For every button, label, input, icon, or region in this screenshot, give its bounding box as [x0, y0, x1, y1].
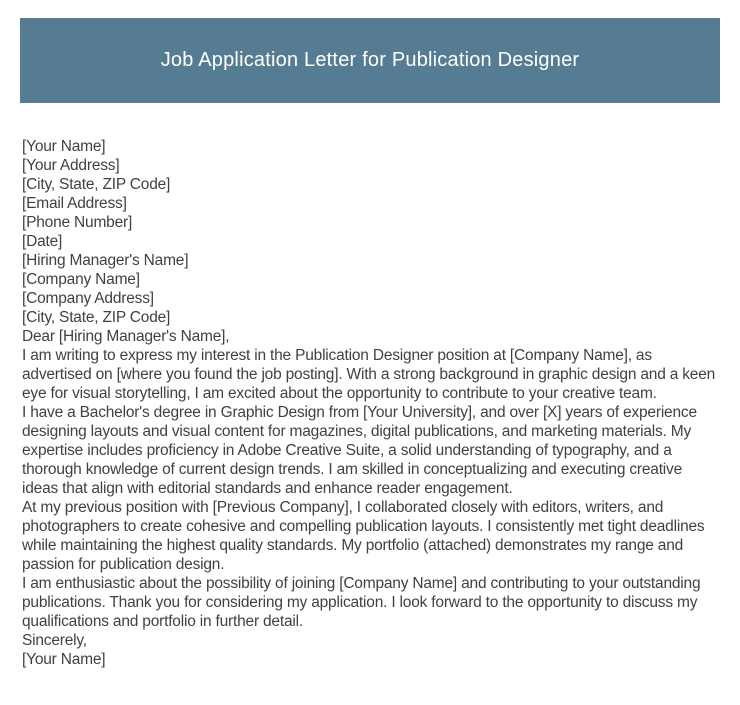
- line-company-address: [Company Address]: [22, 290, 154, 307]
- letter-title-banner: [20, 18, 720, 103]
- signature: [Your Name]: [22, 651, 106, 668]
- line-phone-number: [Phone Number]: [22, 214, 133, 231]
- line-your-address: [Your Address]: [22, 157, 120, 174]
- line-company-city-state-zip: [City, State, ZIP Code]: [22, 309, 171, 326]
- line-hiring-manager-name: [Hiring Manager's Name]: [22, 252, 189, 269]
- paragraph-experience: At my previous position with [Previous Company], I collaborated closely with editors, writers, and photographers to create cohesive and compelling publication layouts. I consistently met tight deadlines while maintaining the highest quality standards. My portfolio (attached) demonstrates my range and passion for publication design.: [22, 499, 705, 573]
- line-company-name: [Company Name]: [22, 271, 140, 288]
- closing: Sincerely,: [22, 632, 87, 649]
- line-date: [Date]: [22, 233, 63, 250]
- line-city-state-zip: [City, State, ZIP Code]: [22, 176, 171, 193]
- page-title: Job Application Letter for Publication Designer: [160, 49, 580, 71]
- paragraph-qualifications: I have a Bachelor's degree in Graphic Design from [Your University], and over [X] years of experience designing layouts and visual content for magazines, digital publications, and marketing materials. My expertise includes proficiency in Adobe Creative Suite, a solid understanding of typography, and a thorough knowledge of current design trends. I am skilled in conceptualizing and executing creative ideas that align with editorial standards and enhance reader engagement.: [22, 404, 697, 497]
- letter-body: [22, 137, 720, 669]
- paragraph-enthusiasm: I am enthusiastic about the possibility of joining [Company Name] and contributing to your outstanding publications. Thank you for considering my application. I look forward to the opportunity to discuss my qualifications and portfolio in further detail.: [22, 575, 701, 630]
- line-your-name: [Your Name]: [22, 138, 106, 155]
- line-email-address: [Email Address]: [22, 195, 127, 212]
- paragraph-introduction: I am writing to express my interest in the Publication Designer position at [Company Name], as advertised on [where you found the job posting]. With a strong background in graphic design and a keen eye for visual storytelling, I am excited about the opportunity to contribute to your creative team.: [22, 347, 716, 402]
- salutation: Dear [Hiring Manager's Name],: [22, 328, 230, 345]
